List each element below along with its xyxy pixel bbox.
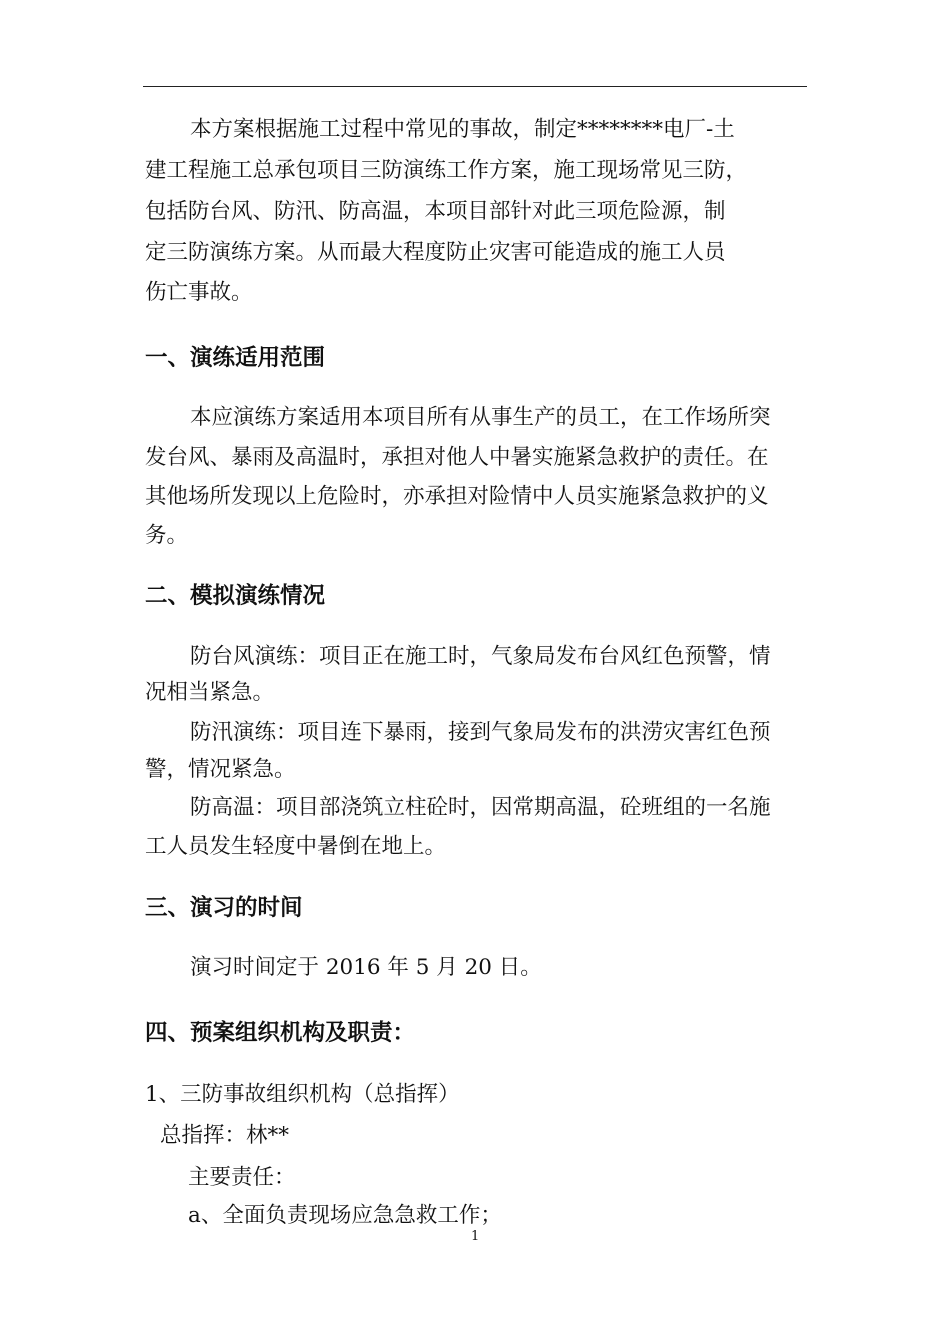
page-number: 1 (471, 1229, 480, 1244)
intro-line: 伤亡事故。 (145, 280, 253, 305)
paragraph-line: 总指挥：林** (160, 1123, 290, 1148)
paragraph-line: 警，情况紧急。 (145, 757, 296, 782)
paragraph-line: 防汛演练：项目连下暴雨，接到气象局发布的洪涝灾害红色预 (190, 720, 771, 745)
intro-line: 包括防台风、防汛、防高温，本项目部针对此三项危险源，制 (145, 199, 726, 224)
header-rule (143, 86, 807, 87)
paragraph-line: 1、三防事故组织机构（总指挥） (145, 1082, 460, 1107)
intro-line: 本方案根据施工过程中常见的事故，制定********电厂-土 (190, 117, 735, 142)
paragraph-line: 演习时间定于 2016 年 5 月 20 日。 (190, 955, 542, 980)
paragraph-line: 况相当紧急。 (145, 680, 275, 705)
paragraph-line: 务。 (145, 523, 189, 548)
paragraph-line: 主要责任： (188, 1165, 296, 1190)
section-heading: 一、演练适用范围 (145, 345, 326, 371)
paragraph-line: 本应演练方案适用本项目所有从事生产的员工，在工作场所突 (190, 405, 771, 430)
section-heading: 二、模拟演练情况 (145, 583, 326, 609)
section-heading: 四、预案组织机构及职责： (145, 1020, 416, 1046)
paragraph-line: 防台风演练：项目正在施工时，气象局发布台风红色预警，情 (190, 644, 771, 669)
section-heading: 三、演习的时间 (145, 895, 303, 921)
paragraph-line: 防高温：项目部浇筑立柱砼时，因常期高温，砼班组的一名施 (190, 795, 771, 820)
intro-line: 定三防演练方案。从而最大程度防止灾害可能造成的施工人员 (145, 240, 726, 265)
paragraph-line: 其他场所发现以上危险时，亦承担对险情中人员实施紧急救护的义 (145, 484, 769, 509)
paragraph-line: a、全面负责现场应急急救工作； (188, 1203, 502, 1228)
paragraph-line: 发台风、暴雨及高温时，承担对他人中暑实施紧急救护的责任。在 (145, 445, 769, 470)
intro-line: 建工程施工总承包项目三防演练工作方案，施工现场常见三防， (145, 158, 748, 183)
paragraph-line: 工人员发生轻度中暑倒在地上。 (145, 834, 447, 859)
